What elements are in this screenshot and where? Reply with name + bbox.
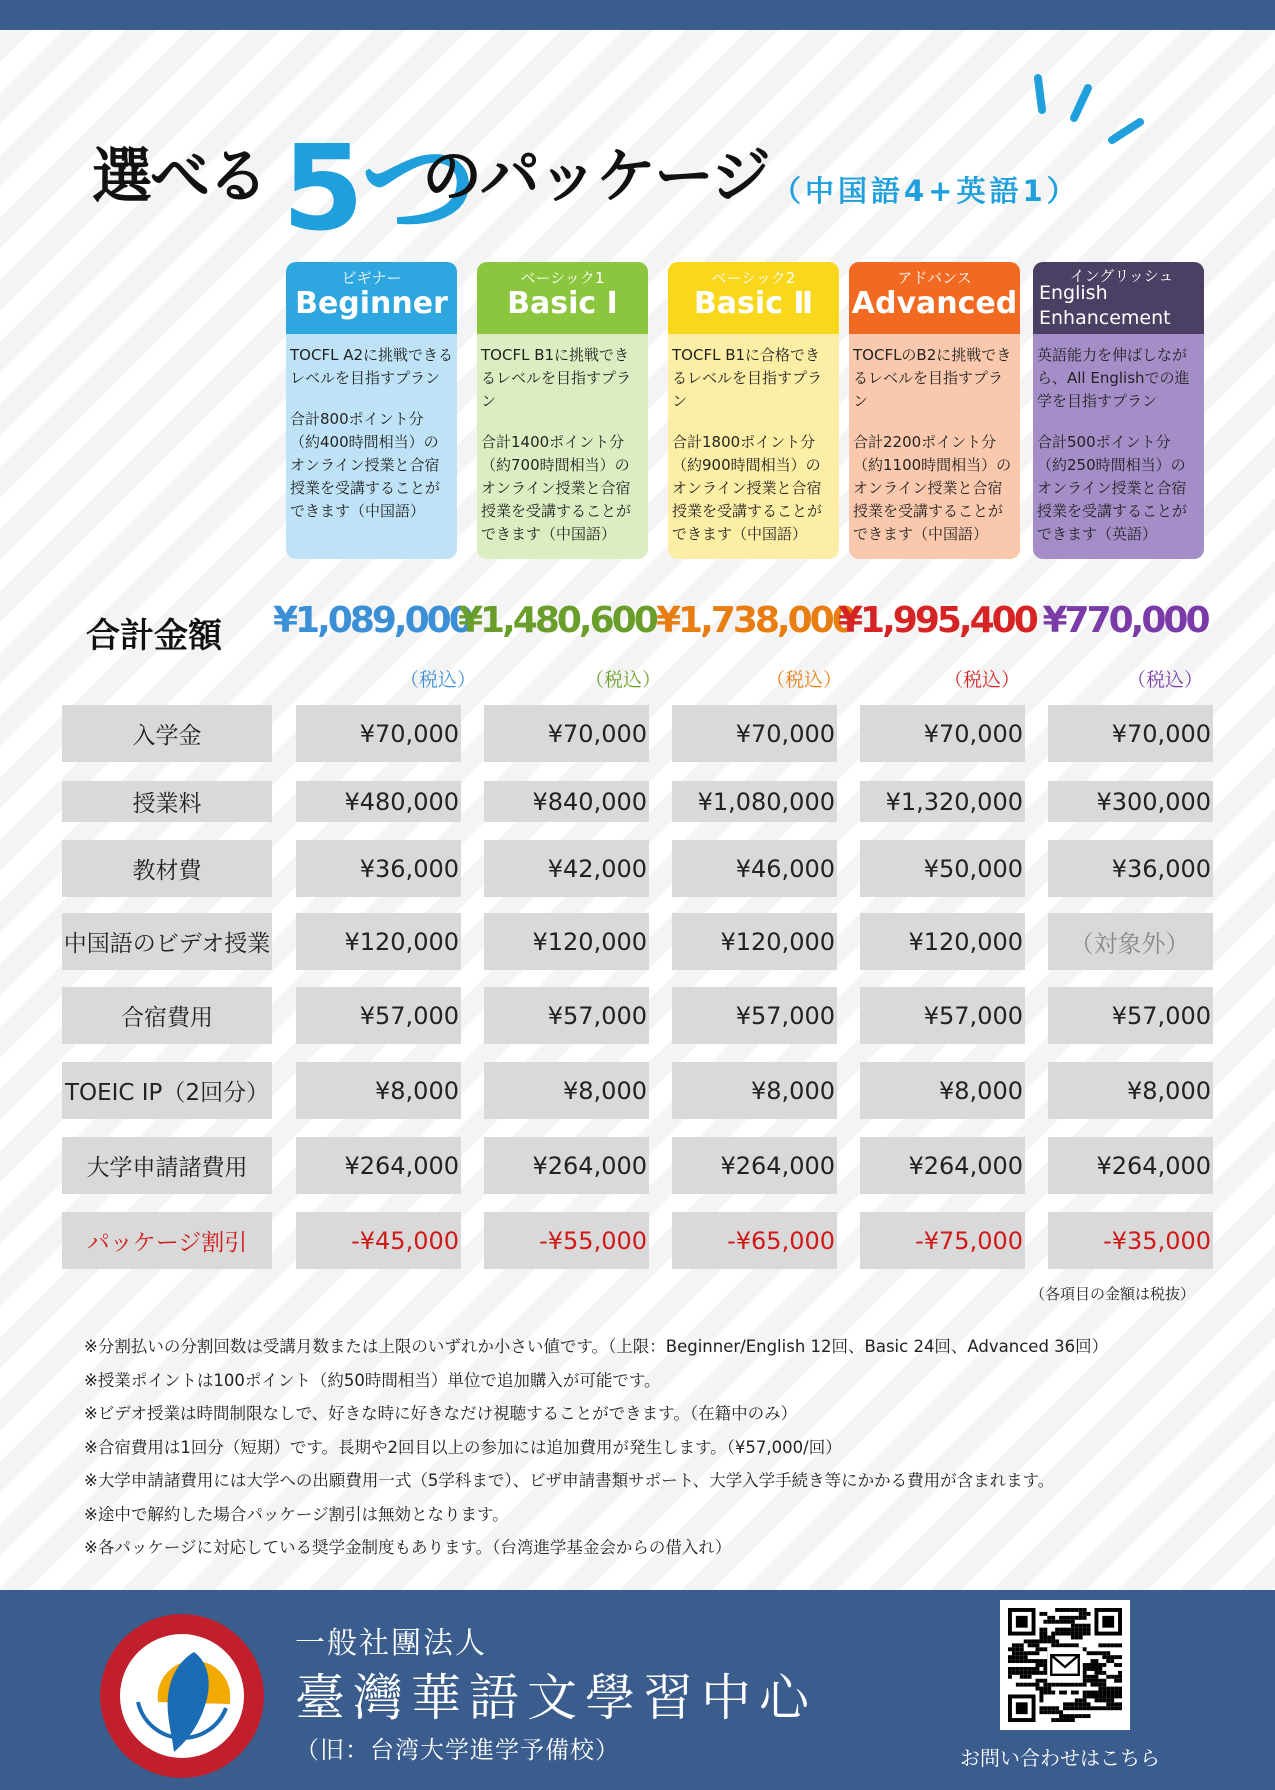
note-item: ※授業ポイントは100ポイント（約50時間相当）単位で追加購入が可能です。 (84, 1370, 661, 1390)
price-cell: ¥70,000 (672, 705, 837, 762)
package-description (849, 334, 1020, 546)
row-label: 授業料 (62, 781, 272, 822)
package-kana: ビギナー (341, 269, 402, 287)
price-cell: ¥36,000 (1048, 840, 1213, 897)
table-row (0, 987, 1275, 1044)
total-price: ¥770,000 (1042, 600, 1208, 641)
note-item: ※ビデオ授業は時間制限なしで、好きな時に好きなだけ視聴することができます。（在籍中のみ） (84, 1404, 798, 1423)
price-cell: ¥264,000 (484, 1137, 649, 1194)
title-post: のパッケージ (422, 142, 769, 212)
note-item: ※合宿費用は1回分（短期）です。長期や2回目以上の参加には追加費用が発生します。（¥57,000/回） (84, 1437, 842, 1457)
tax-included-label: （税込） (584, 669, 661, 691)
tax-included-label: （税込） (399, 669, 476, 691)
package-goal: TOCFL B1に合格できるレベルを目指すプラン (672, 346, 823, 410)
package-name: Basic Ⅰ (507, 286, 618, 321)
total-label: 合計金額 (86, 616, 222, 656)
package-goal: TOCFLのB2に挑戦できるレベルを目指すプラン (853, 346, 1012, 410)
package-card-basic1 (477, 262, 648, 559)
price-cell: （対象外） (1048, 913, 1213, 970)
row-label: 中国語のビデオ授業 (62, 913, 272, 970)
package-card-advanced (849, 262, 1020, 559)
row-label: TOEIC IP（2回分） (62, 1062, 272, 1119)
price-cell: ¥70,000 (860, 705, 1025, 762)
price-cell: -¥55,000 (484, 1212, 649, 1269)
footer (0, 1590, 1275, 1790)
total-price: ¥1,995,400 (838, 600, 1036, 641)
package-goal: TOCFL B1に挑戦できるレベルを目指すプラン (481, 346, 632, 410)
package-kana: ベーシック2 (711, 269, 796, 287)
notes-list (84, 1330, 1108, 1565)
table-row (0, 1137, 1275, 1194)
tax-included-label: （税込） (1126, 669, 1203, 691)
table-row (0, 840, 1275, 897)
package-card-beginner (286, 262, 457, 559)
total-price: ¥1,089,000 (273, 600, 471, 641)
package-card-basic2 (668, 262, 839, 559)
package-header (668, 262, 839, 334)
price-cell: ¥264,000 (672, 1137, 837, 1194)
price-cell: ¥300,000 (1048, 781, 1213, 822)
note-item: ※各パッケージに対応している奨学金制度もあります。（台湾進学基金会からの借入れ） (84, 1538, 732, 1557)
row-label: パッケージ割引 (62, 1212, 272, 1269)
price-cell: ¥57,000 (860, 987, 1025, 1044)
price-cell: ¥264,000 (860, 1137, 1025, 1194)
package-header (477, 262, 648, 334)
tax-excluded-note: （各項目の金額は税抜） (1030, 1285, 1196, 1303)
package-header (1033, 262, 1204, 334)
price-cell: ¥57,000 (672, 987, 837, 1044)
price-cell: ¥70,000 (1048, 705, 1213, 762)
package-points: 合計1400ポイント分（約700時間相当）のオンライン授業と合宿授業を受講することができます（中国語） (481, 433, 632, 543)
package-points: 合計800ポイント分（約400時間相当）のオンライン授業と合宿授業を受講することができます（中国語） (290, 410, 441, 520)
package-name: English Enhancement (1039, 282, 1171, 329)
title-pre: 選べる (92, 142, 266, 212)
top-bar (0, 0, 1275, 30)
package-name: Basic Ⅱ (693, 286, 814, 321)
sparkle-rays-icon (1030, 70, 1150, 160)
total-price: ¥1,480,600 (458, 600, 656, 641)
price-cell: ¥50,000 (860, 840, 1025, 897)
note-item: ※大学申請諸費用には大学への出願費用一式（5学科まで）、ビザ申請書類サポート、大学入学手続き等にかかる費用が含まれます。 (84, 1471, 1055, 1490)
price-cell: ¥46,000 (672, 840, 837, 897)
organization-logo-icon (98, 1612, 266, 1780)
package-points: 合計2200ポイント分（約1100時間相当）のオンライン授業と合宿授業を受講することができます（中国語） (853, 433, 1012, 543)
price-cell: ¥1,080,000 (672, 781, 837, 822)
price-cell: ¥8,000 (860, 1062, 1025, 1119)
price-cell: -¥75,000 (860, 1212, 1025, 1269)
table-row (0, 1062, 1275, 1119)
price-cell: ¥1,320,000 (860, 781, 1025, 822)
package-kana: ベーシック1 (520, 269, 605, 287)
price-cell: ¥57,000 (1048, 987, 1213, 1044)
price-cell: -¥35,000 (1048, 1212, 1213, 1269)
package-description (477, 334, 648, 546)
title-subtitle: （中国語4+英語1） (772, 174, 1080, 208)
price-cell: -¥65,000 (672, 1212, 837, 1269)
price-cell: ¥264,000 (296, 1137, 461, 1194)
package-kana: アドバンス (897, 269, 972, 287)
price-cell: ¥120,000 (672, 913, 837, 970)
tax-included-label: （税込） (765, 669, 842, 691)
package-kana: イングリッシュ (1069, 267, 1174, 285)
price-cell: ¥8,000 (1048, 1062, 1213, 1119)
price-cell: ¥120,000 (484, 913, 649, 970)
contact-label[interactable]: お問い合わせはこちら (960, 1746, 1160, 1770)
total-price: ¥1,738,000 (656, 600, 854, 641)
qr-code-icon (1008, 1608, 1122, 1722)
price-cell: ¥840,000 (484, 781, 649, 822)
tax-included-label: （税込） (943, 669, 1020, 691)
org-type: 一般社團法人 (295, 1626, 487, 1661)
price-cell: ¥42,000 (484, 840, 649, 897)
price-cell: ¥70,000 (484, 705, 649, 762)
row-label: 大学申請諸費用 (62, 1137, 272, 1194)
package-header (286, 262, 457, 334)
package-card-english (1033, 262, 1204, 559)
note-item: ※分割払いの分割回数は受講月数または上限のいずれか小さい値です。（上限：Beginner/English 12回、Basic 24回、Advanced 36回） (84, 1337, 1109, 1356)
price-cell: ¥8,000 (296, 1062, 461, 1119)
note-item: ※途中で解約した場合パッケージ割引は無効となります。 (84, 1504, 509, 1524)
table-row (0, 781, 1275, 822)
row-label: 合宿費用 (62, 987, 272, 1044)
org-name: 臺灣華語文學習中心 (295, 1669, 817, 1727)
package-name: Beginner (295, 286, 448, 321)
price-cell: ¥8,000 (484, 1062, 649, 1119)
contact-qr-code[interactable] (1000, 1600, 1130, 1730)
row-label: 教材費 (62, 840, 272, 897)
table-row (0, 913, 1275, 970)
price-cell: ¥57,000 (296, 987, 461, 1044)
price-cell: ¥480,000 (296, 781, 461, 822)
package-description (286, 334, 457, 523)
package-goal: TOCFL A2に挑戦できるレベルを目指すプラン (290, 346, 454, 387)
package-points: 合計500ポイント分（約250時間相当）のオンライン授業と合宿授業を受講することができます（英語） (1037, 433, 1188, 543)
price-cell: ¥8,000 (672, 1062, 837, 1119)
table-row (0, 1212, 1275, 1269)
price-cell: ¥36,000 (296, 840, 461, 897)
package-name: Advanced (851, 286, 1018, 321)
table-row (0, 705, 1275, 762)
package-header (849, 262, 1020, 334)
price-cell: ¥70,000 (296, 705, 461, 762)
price-cell: ¥264,000 (1048, 1137, 1213, 1194)
price-cell: ¥120,000 (860, 913, 1025, 970)
package-description (1033, 334, 1204, 546)
package-description (668, 334, 839, 546)
title-number: 5つ (282, 119, 475, 257)
price-cell: -¥45,000 (296, 1212, 461, 1269)
package-goal: 英語能力を伸ばしながら、All Englishでの進学を目指すプラン (1037, 346, 1190, 410)
price-cell: ¥57,000 (484, 987, 649, 1044)
row-label: 入学金 (62, 705, 272, 762)
price-cell: ¥120,000 (296, 913, 461, 970)
org-old-name: （旧：台湾大学進学予備校） (295, 1736, 620, 1764)
package-points: 合計1800ポイント分（約900時間相当）のオンライン授業と合宿授業を受講することができます（中国語） (672, 433, 823, 543)
